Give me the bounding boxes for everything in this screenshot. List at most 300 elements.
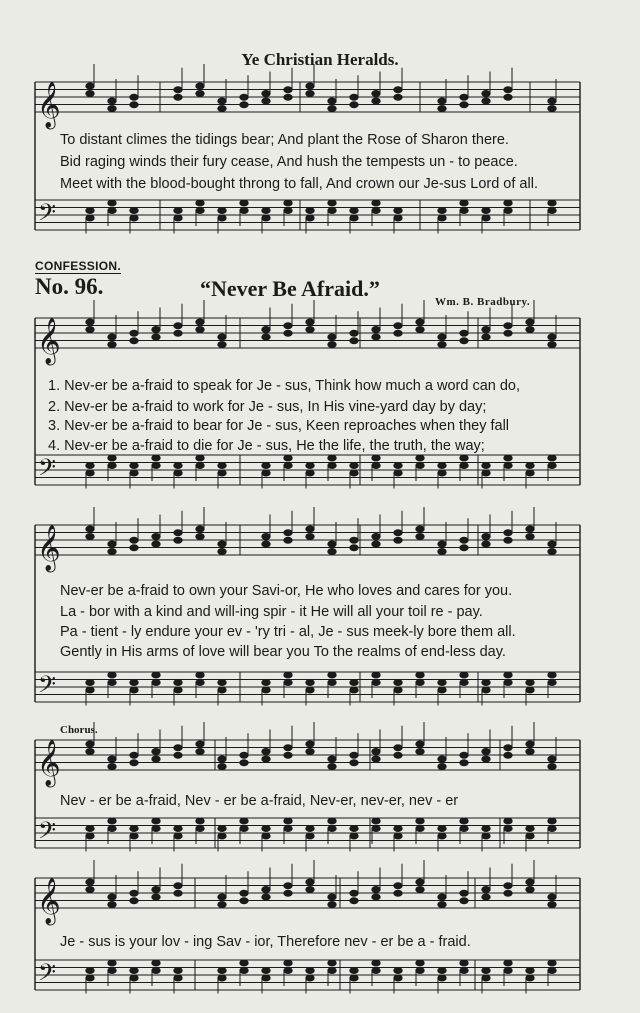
note-head (460, 537, 468, 543)
note-head (174, 470, 182, 476)
note-head (262, 534, 270, 540)
note-head (416, 534, 424, 540)
note-head (372, 534, 380, 540)
note-head (394, 687, 402, 693)
note-head (548, 98, 556, 104)
note-head (108, 818, 116, 824)
note-head (306, 687, 314, 693)
note-head (108, 463, 116, 469)
note-head (460, 455, 468, 461)
note-head (504, 463, 512, 469)
note-head (218, 470, 226, 476)
note-head (196, 455, 204, 461)
note-head (482, 749, 490, 755)
note-head (130, 208, 138, 214)
note-head (108, 342, 116, 348)
top-hymn-title: Ye Christian Heralds. (241, 50, 399, 69)
note-head (306, 975, 314, 981)
note-head (372, 327, 380, 333)
note-head (86, 680, 94, 686)
note-head (416, 526, 424, 532)
note-head (394, 94, 402, 100)
note-head (284, 680, 292, 686)
note-head (416, 887, 424, 893)
note-head (504, 960, 512, 966)
note-head (394, 323, 402, 329)
note-head (350, 760, 358, 766)
note-head (284, 818, 292, 824)
note-head (196, 200, 204, 206)
note-head (306, 879, 314, 885)
note-head (548, 826, 556, 832)
chorus-line: Nev - er be a-fraid, Nev - er be a-fraid, Nev-er, nev-er, nev - er (60, 793, 459, 809)
note-head (152, 818, 160, 824)
note-head (108, 756, 116, 762)
chorus-label: Chorus. (60, 724, 98, 736)
note-head (108, 455, 116, 461)
note-head (416, 455, 424, 461)
note-head (86, 208, 94, 214)
note-head (482, 327, 490, 333)
note-head (174, 680, 182, 686)
note-head (218, 215, 226, 221)
note-head (548, 680, 556, 686)
note-head (218, 106, 226, 112)
note-head (438, 687, 446, 693)
note-head (438, 764, 446, 770)
note-head (548, 818, 556, 824)
note-head (372, 200, 380, 206)
note-head (438, 463, 446, 469)
note-head (174, 752, 182, 758)
note-head (218, 894, 226, 900)
note-head (174, 330, 182, 336)
note-head (262, 749, 270, 755)
note-head (328, 98, 336, 104)
note-head (372, 818, 380, 824)
note-head (240, 898, 248, 904)
note-head (394, 890, 402, 896)
note-head (350, 752, 358, 758)
note-head (86, 968, 94, 974)
note-head (526, 826, 534, 832)
note-head (262, 968, 270, 974)
note-head (262, 541, 270, 547)
note-head (350, 687, 358, 693)
chorus-line: Je - sus is your lov - ing Sav - ior, Therefore nev - er be a - fraid. (60, 934, 471, 950)
note-head (482, 541, 490, 547)
note-head (152, 534, 160, 540)
note-head (504, 745, 512, 751)
note-head (394, 537, 402, 543)
note-head (548, 463, 556, 469)
note-head (504, 890, 512, 896)
note-head (306, 470, 314, 476)
note-head (350, 833, 358, 839)
note-head (262, 98, 270, 104)
note-head (196, 327, 204, 333)
note-head (306, 534, 314, 540)
note-head (394, 463, 402, 469)
note-head (504, 330, 512, 336)
note-head (460, 968, 468, 974)
note-head (240, 752, 248, 758)
note-head (416, 960, 424, 966)
note-head (350, 680, 358, 686)
note-head (196, 749, 204, 755)
note-head (218, 975, 226, 981)
note-head (284, 87, 292, 93)
note-head (108, 764, 116, 770)
note-head (394, 833, 402, 839)
note-head (306, 741, 314, 747)
note-head (372, 672, 380, 678)
note-head (152, 960, 160, 966)
note-head (284, 200, 292, 206)
note-head (328, 106, 336, 112)
note-head (416, 319, 424, 325)
note-head (86, 319, 94, 325)
note-head (438, 902, 446, 908)
verse-line: La - bor with a kind and will-ing spir - it He will all your toil re - pay. (60, 604, 483, 620)
note-head (108, 200, 116, 206)
note-head (482, 887, 490, 893)
note-head (152, 756, 160, 762)
note-head (328, 764, 336, 770)
bass-clef-icon: 𝄢 (38, 958, 57, 992)
note-head (130, 545, 138, 551)
note-head (438, 541, 446, 547)
note-head (86, 526, 94, 532)
note-head (350, 338, 358, 344)
note-head (438, 98, 446, 104)
note-head (306, 327, 314, 333)
note-head (262, 975, 270, 981)
note-head (218, 687, 226, 693)
note-head (394, 968, 402, 974)
note-head (482, 687, 490, 693)
note-head (174, 323, 182, 329)
note-head (328, 455, 336, 461)
note-head (284, 94, 292, 100)
note-head (526, 887, 534, 893)
note-head (504, 87, 512, 93)
note-head (130, 470, 138, 476)
note-head (218, 826, 226, 832)
note-head (152, 826, 160, 832)
note-head (174, 883, 182, 889)
note-head (394, 530, 402, 536)
note-head (130, 330, 138, 336)
note-head (284, 890, 292, 896)
note-head (218, 541, 226, 547)
note-head (504, 968, 512, 974)
note-head (108, 968, 116, 974)
note-head (240, 968, 248, 974)
note-head (174, 687, 182, 693)
note-head (284, 463, 292, 469)
note-head (504, 537, 512, 543)
note-head (218, 756, 226, 762)
note-head (262, 327, 270, 333)
verse-line: 3. Nev-er be a-fraid to bear for Je - sus, Keen reproaches when they fall (48, 418, 510, 434)
note-head (262, 334, 270, 340)
note-head (482, 215, 490, 221)
note-head (372, 91, 380, 97)
note-head (504, 200, 512, 206)
note-head (240, 818, 248, 824)
note-head (240, 94, 248, 100)
note-head (394, 330, 402, 336)
note-head (284, 530, 292, 536)
note-head (526, 680, 534, 686)
note-head (394, 745, 402, 751)
note-head (86, 826, 94, 832)
note-head (240, 200, 248, 206)
note-head (394, 826, 402, 832)
treble-clef-icon: 𝄞 (37, 525, 61, 571)
note-head (262, 208, 270, 214)
note-head (416, 968, 424, 974)
note-head (262, 680, 270, 686)
verse-line: 4. Nev-er be a-fraid to die for Je - sus, He the life, the truth, the way; (48, 438, 485, 454)
note-head (328, 818, 336, 824)
note-head (240, 890, 248, 896)
note-head (284, 537, 292, 543)
note-head (306, 463, 314, 469)
verse-line: Nev-er be a-fraid to own your Savi-or, He who loves and cares for you. (60, 583, 513, 599)
note-head (350, 215, 358, 221)
note-head (196, 672, 204, 678)
note-head (504, 94, 512, 100)
verse-line: Gently in His arms of love will bear you To the realms of end-less day. (60, 644, 506, 660)
note-head (460, 960, 468, 966)
note-head (130, 680, 138, 686)
note-head (416, 879, 424, 885)
note-head (284, 826, 292, 832)
note-head (218, 549, 226, 555)
hymn-title: “Never Be Afraid.” (200, 276, 380, 301)
note-head (306, 83, 314, 89)
note-head (328, 756, 336, 762)
note-head (108, 902, 116, 908)
note-head (504, 455, 512, 461)
note-head (284, 455, 292, 461)
note-head (504, 530, 512, 536)
note-head (372, 826, 380, 832)
note-head (262, 470, 270, 476)
note-head (174, 975, 182, 981)
note-head (482, 98, 490, 104)
treble-clef-icon: 𝄞 (37, 82, 61, 128)
note-head (218, 334, 226, 340)
note-head (152, 463, 160, 469)
note-head (350, 330, 358, 336)
note-head (548, 549, 556, 555)
note-head (416, 463, 424, 469)
note-head (218, 680, 226, 686)
note-head (416, 749, 424, 755)
note-head (438, 334, 446, 340)
bass-clef-icon: 𝄢 (38, 453, 57, 487)
note-head (196, 680, 204, 686)
note-head (482, 826, 490, 832)
note-head (350, 898, 358, 904)
note-head (328, 463, 336, 469)
section-heading: CONFESSION. (35, 259, 121, 273)
note-head (240, 826, 248, 832)
note-head (240, 760, 248, 766)
note-head (350, 968, 358, 974)
note-head (218, 968, 226, 974)
hymn-number: No. 96. (35, 274, 104, 299)
note-head (306, 91, 314, 97)
note-head (284, 672, 292, 678)
note-head (196, 319, 204, 325)
treble-clef-icon: 𝄞 (37, 878, 61, 924)
note-head (350, 537, 358, 543)
note-head (262, 887, 270, 893)
note-head (240, 208, 248, 214)
note-head (86, 687, 94, 693)
note-head (438, 968, 446, 974)
note-head (438, 833, 446, 839)
note-head (416, 741, 424, 747)
note-head (284, 968, 292, 974)
note-head (350, 890, 358, 896)
composer-credit: Wm. B. Bradbury. (435, 296, 531, 308)
note-head (548, 208, 556, 214)
note-head (526, 327, 534, 333)
note-head (108, 680, 116, 686)
note-head (328, 200, 336, 206)
note-head (328, 541, 336, 547)
note-head (86, 91, 94, 97)
note-head (196, 818, 204, 824)
note-head (152, 968, 160, 974)
note-head (306, 680, 314, 686)
note-head (218, 342, 226, 348)
note-head (438, 680, 446, 686)
note-head (394, 680, 402, 686)
note-head (372, 960, 380, 966)
note-head (548, 106, 556, 112)
note-head (306, 319, 314, 325)
note-head (526, 833, 534, 839)
note-head (306, 887, 314, 893)
note-head (218, 98, 226, 104)
note-head (416, 327, 424, 333)
note-head (350, 975, 358, 981)
note-head (548, 672, 556, 678)
note-head (284, 330, 292, 336)
note-head (306, 208, 314, 214)
note-head (328, 826, 336, 832)
note-head (504, 752, 512, 758)
lyric-line: Bid raging winds their fury cease, And hush the tempests un - to peace. (60, 154, 518, 170)
note-head (438, 470, 446, 476)
note-head (130, 898, 138, 904)
note-head (328, 334, 336, 340)
note-head (262, 826, 270, 832)
note-head (482, 91, 490, 97)
note-head (262, 833, 270, 839)
note-head (86, 879, 94, 885)
note-head (328, 549, 336, 555)
note-head (328, 672, 336, 678)
note-head (152, 327, 160, 333)
note-head (526, 687, 534, 693)
note-head (262, 894, 270, 900)
note-head (460, 898, 468, 904)
note-head (86, 534, 94, 540)
note-head (482, 208, 490, 214)
note-head (328, 960, 336, 966)
note-head (284, 883, 292, 889)
note-head (548, 960, 556, 966)
note-head (130, 537, 138, 543)
note-head (460, 338, 468, 344)
note-head (460, 545, 468, 551)
note-head (548, 764, 556, 770)
note-head (174, 745, 182, 751)
note-head (218, 902, 226, 908)
note-head (174, 208, 182, 214)
lyric-line: Meet with the blood-bought throng to fall, And crown our Je-sus Lord of all. (60, 176, 538, 192)
note-head (482, 463, 490, 469)
note-head (548, 342, 556, 348)
note-head (416, 826, 424, 832)
note-head (262, 687, 270, 693)
note-head (196, 741, 204, 747)
note-head (240, 102, 248, 108)
note-head (152, 672, 160, 678)
note-head (482, 470, 490, 476)
note-head (218, 764, 226, 770)
note-head (130, 826, 138, 832)
note-head (372, 887, 380, 893)
note-head (372, 208, 380, 214)
note-head (328, 208, 336, 214)
note-head (284, 745, 292, 751)
note-head (108, 826, 116, 832)
note-head (284, 208, 292, 214)
note-head (372, 756, 380, 762)
note-head (328, 342, 336, 348)
note-head (548, 541, 556, 547)
note-head (460, 330, 468, 336)
note-head (548, 200, 556, 206)
treble-clef-icon: 𝄞 (37, 740, 61, 786)
note-head (152, 894, 160, 900)
note-head (548, 455, 556, 461)
note-head (394, 208, 402, 214)
note-head (526, 741, 534, 747)
note-head (394, 87, 402, 93)
note-head (152, 541, 160, 547)
note-head (460, 463, 468, 469)
note-head (438, 215, 446, 221)
verse-line: 1. Nev-er be a-fraid to speak for Je - sus, Think how much a word can do, (48, 378, 521, 394)
note-head (482, 894, 490, 900)
note-head (460, 208, 468, 214)
note-head (284, 323, 292, 329)
note-head (372, 463, 380, 469)
note-head (108, 894, 116, 900)
note-head (548, 968, 556, 974)
note-head (108, 549, 116, 555)
note-head (262, 215, 270, 221)
